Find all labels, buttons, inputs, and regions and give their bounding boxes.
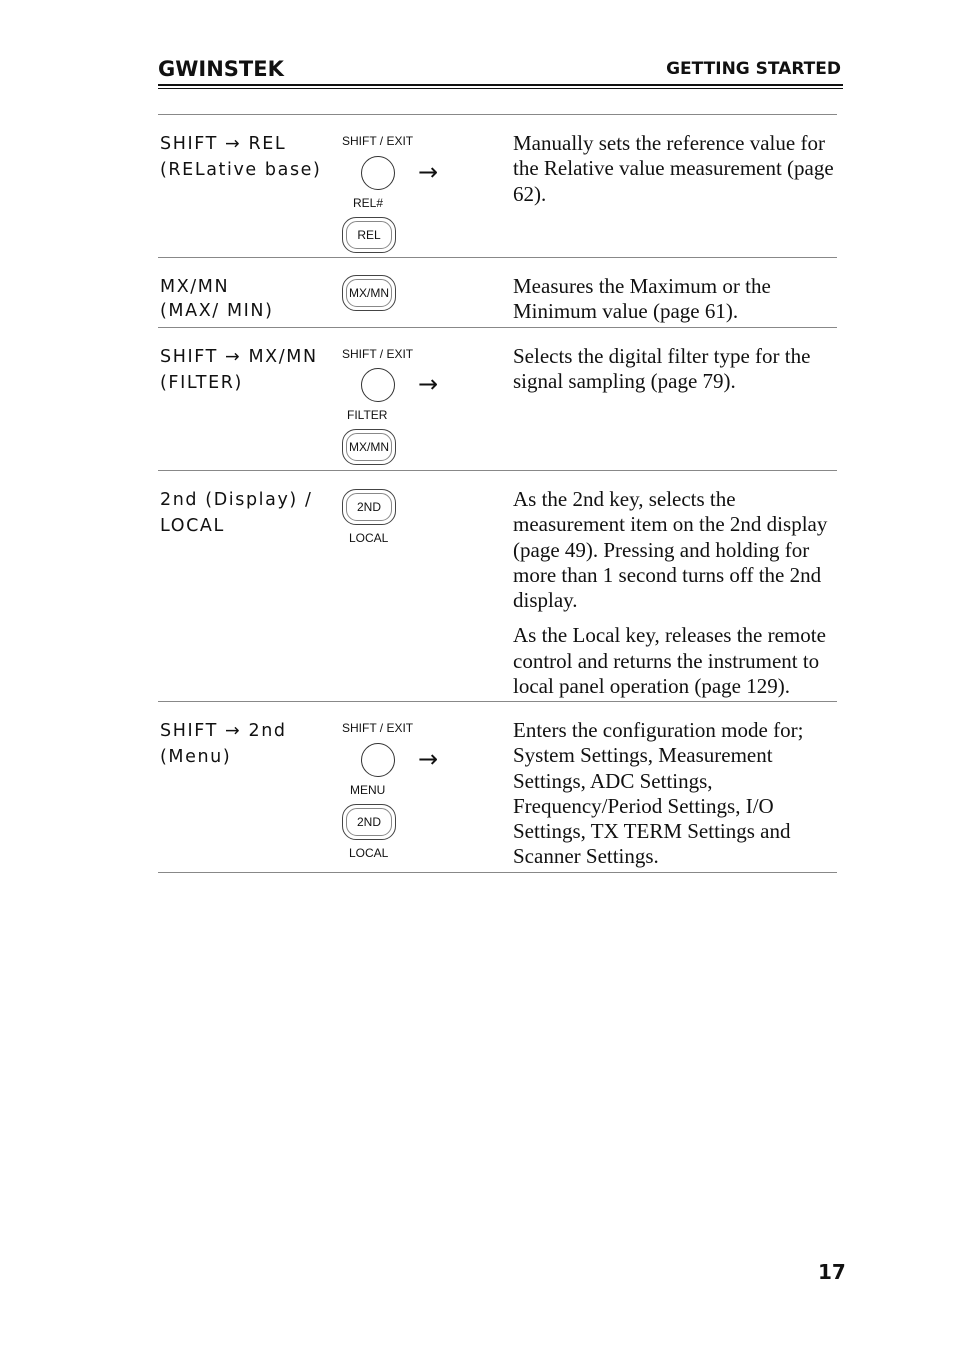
- key-name: [160, 487, 313, 539]
- description-text: As the Local key, releases the remote control and returns the instrument to local panel operation (page 129).: [513, 623, 826, 699]
- description: [513, 487, 837, 709]
- key-name-line: 2nd (Display) /: [160, 490, 313, 510]
- key-name: [160, 718, 287, 770]
- shift-exit-label: SHIFT / EXIT: [342, 721, 414, 735]
- key-function-table: [158, 114, 837, 873]
- key-name-line: SHIFT → MX/MN: [160, 347, 318, 367]
- description-text: Manually sets the reference value for the Relative value measurement (page 62).: [513, 131, 834, 206]
- table-row: [158, 702, 837, 873]
- shift-exit-label: SHIFT / EXIT: [342, 347, 414, 361]
- arrow-icon: →: [418, 745, 439, 773]
- key-name: [160, 344, 318, 396]
- shift-key-icon: [361, 156, 395, 190]
- key-label: MX/MN: [349, 286, 389, 300]
- shift-exit-label: SHIFT / EXIT: [342, 134, 414, 148]
- table-row: [158, 328, 837, 471]
- key-name-line: (Menu): [160, 747, 232, 767]
- gwinstek-logo: GWINSTEK: [158, 57, 284, 81]
- 2nd-key-icon: [342, 804, 396, 840]
- arrow-icon: →: [418, 370, 439, 398]
- menu-label: MENU: [350, 783, 386, 797]
- key-label: 2ND: [356, 500, 381, 514]
- mxmn-key-icon: [342, 429, 396, 465]
- table-row: [158, 471, 837, 702]
- mxmn-key-icon: [342, 275, 396, 311]
- key-label: 2ND: [356, 815, 381, 829]
- key-name-line: MX/MN: [160, 277, 230, 297]
- rel-key-icon: [342, 217, 396, 253]
- header-rule-thin: [158, 88, 843, 89]
- key-name-line: (RELative base): [160, 160, 322, 180]
- description-text: As the 2nd key, selects the measurement item on the 2nd display (page 49). Pressing and holding for more than 1 second turns off the 2nd display.: [513, 487, 828, 613]
- key-name-line: SHIFT → REL: [160, 134, 287, 154]
- table-row: [158, 115, 837, 258]
- key-name-line: (MAX/ MIN): [160, 301, 274, 321]
- rel-hash-label: REL#: [353, 196, 384, 210]
- arrow-icon: →: [418, 158, 439, 186]
- key-name-line: (FILTER): [160, 373, 243, 393]
- 2nd-key-icon: [342, 489, 396, 525]
- description: [513, 718, 837, 880]
- page-header: [158, 55, 843, 89]
- section-title: GETTING STARTED: [666, 59, 841, 79]
- key-name-line: SHIFT → 2nd: [160, 721, 287, 741]
- header-rule: [158, 84, 843, 86]
- description: [513, 131, 837, 217]
- description: [513, 274, 837, 335]
- local-label: LOCAL: [349, 531, 389, 545]
- description-text: Measures the Maximum or the Minimum value (page 61).: [513, 274, 771, 324]
- key-label: MX/MN: [349, 440, 389, 454]
- table-row: [158, 258, 837, 328]
- shift-key-icon: [361, 743, 395, 777]
- description-text: Enters the configuration mode for; System Settings, Measurement Settings, ADC Settings, Frequency/Period Settings, I/O Settings, TX TERM Settings and Scanner Settings.: [513, 718, 804, 869]
- page-number: 17: [818, 1260, 846, 1284]
- description: [513, 344, 837, 405]
- local-label: LOCAL: [349, 846, 389, 860]
- key-name: [160, 274, 274, 324]
- description-text: Selects the digital filter type for the signal sampling (page 79).: [513, 344, 811, 394]
- shift-key-icon: [361, 368, 395, 402]
- filter-label: FILTER: [347, 408, 388, 422]
- key-name-line: LOCAL: [160, 516, 225, 536]
- key-name: [160, 131, 321, 183]
- key-label: REL: [357, 228, 381, 242]
